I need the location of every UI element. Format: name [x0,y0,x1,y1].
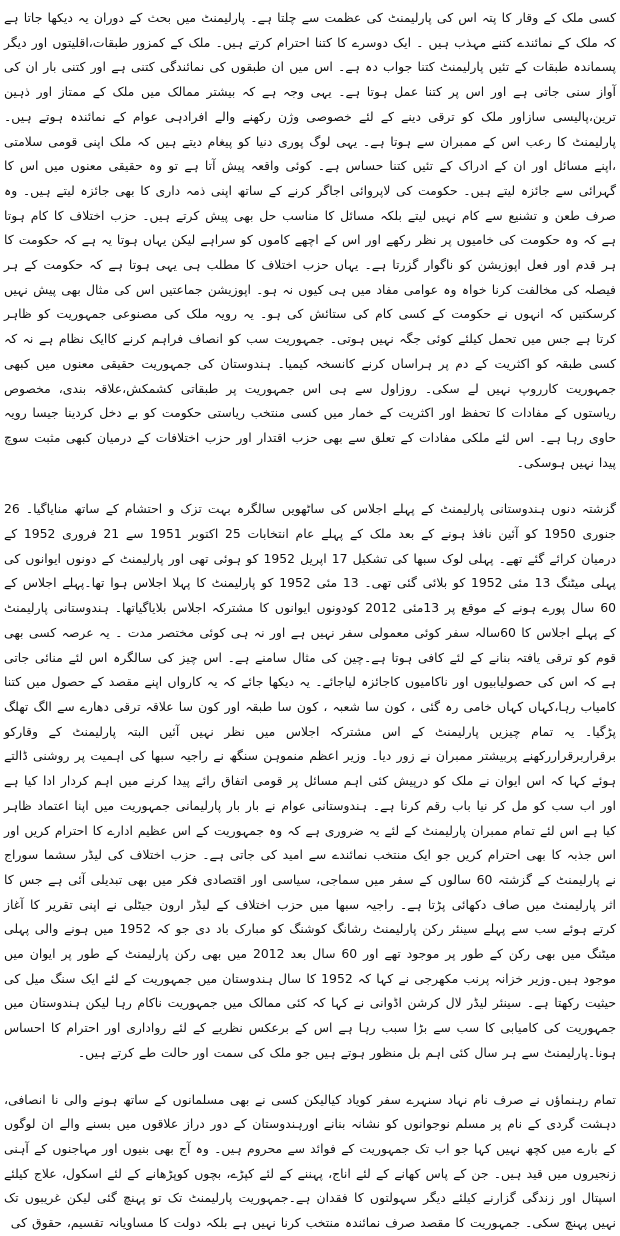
article-paragraph-2: گزشتہ دنوں ہندوستانی پارلیمنٹ کے پہلے اجلاس کی ساٹھویں سالگرہ بہت تزک و احتشام کے ساتھ منایاگیا۔ 26 جنوری 1950 کو آئین نافذ ہونے کے بعد ملک کے پہلے عام انتخابات 25 اکتوبر 1951 سے 21 فروری 1952 کے درمیان کرائے گئے تھے۔ پہلی لوک سبھا کی تشکیل 17 اپریل 1952 کو ہوئی تھی اور پارلیمنٹ کے دونوں ایوانوں کی پہلی میٹنگ 13 مئی 1952 کو بلائی گئی تھی۔ 13 مئی 1952 کو پارلیمنٹ کا پہلا اجلاس ہوا تھا۔پہلے اجلاس کے 60 سال پورے ہونے کے موقع پر 13مئی 2012 کودونوں ایوانوں کا مشترکہ اجلاس بلایاگیاتھا۔ ہندوستانی پارلیمنٹ کے پہلے اجلاس کا 60سالہ سفر کوئی معمولی سفر نہیں ہے اور نہ ہی کوئی مختصر مدت ۔ یہ عرصہ کسی بھی قوم کو ترقی یافتہ بنانے کے لئے کافی ہوتا ہے۔چین کی مثال سامنے ہے۔ اس چیز کی سالگرہ اس لئے منائی جاتی ہے کہ اس کی حصولیابیوں اور ناکامیوں کاجائزہ لیاجائے۔ یہ دیکھا جائے کہ یہ کارواں اپنے مقصد کے حصول میں کتنا کامیاب رہا،کہاں کہاں خامی رہ گئی ، کون سا شعبہ ، کون سا طبقہ اور کون سا علاقہ ترقی دھارے سے الگ تھلگ پڑگیا۔ یہ تمام چیزیں پارلیمنٹ کے اس مشترکہ اجلاس میں نظر نہیں آئیں البتہ پارلیمنٹ کے وقارکو برقراربرقراررکھنے پربیشتر ممبران نے زور دیا۔ وزیر اعظم منموہن سنگھ نے راجیہ سبھا کی اہمیت پر روشنی ڈالتے ہوئے کہا کہ اس ایوان نے ملک کو درپیش کئی اہم مسائل پر قومی اتفاق رائے پیدا کرنے میں اہم کردار ادا کیا ہے اور اب سب کو مل کر نیا باب رقم کرنا ہے۔ ہندوستانی عوام نے بار بار پارلیمانی جمہوریت میں اپنا اعتماد ظاہر کیا ہے اس لئے تمام ممبران پارلیمنٹ کے لئے یہ ضروری ہے کہ وہ جمہوریت کے اس عظیم ادارے کا احترام کریں اور اس جذبہ کا بھی احترام کریں جو ایک منتخب نمائندے سے امید کی جاتی ہے۔ حزب اختلاف کی لیڈر سشما سوراج نے پارلیمنٹ کے گزشتہ 60 سالوں کے سفر میں سماجی، سیاسی اور اقتصادی فکر میں بھی تبدیلی آئی ہے جس کا اثر پارلیمنٹ میں صاف دکھائی پڑتا ہے۔ راجیہ سبھا میں حزب اختلاف کے لیڈر ارون جیٹلی نے اپنی تقریر کا آغاز کرتے ہوئے سب سے پہلے سینئر رکن پارلیمنٹ رشانگ کوشنگ کو مبارک باد دی جو کہ 1952 میں ہونے والی پہلی میٹنگ میں بھی رکن کے طور پر موجود تھے اور 60 سال بعد 2012 میں بھی رکن پارلیمنٹ کے طور پر ایوان میں موجود ہیں۔وزیر خزانہ پرنب مکھرجی نے کہا کہ 1952 کا سال ہندوستان میں جمہوریت کے لئے ایک سنگ میل کی حیثیت رکھتا ہے۔ سینئر لیڈر لال کرشن اڈوانی نے کہا کہ کئی ممالک میں جمہوریت ناکام رہا لیکن ہندوستان میں جمہوریت کی کامیابی کا سب سے بڑا سبب رہا ہے اس کے برعکس نظریے کے لئے رواداری اور احترام کا احساس ہونا۔پارلیمنٹ سے ہر سال کئی اہم بل منظور ہوتے ہیں جو ملک کی سمت اور حالت طے کرتے ہیں۔ [4,501,617,1060]
article-paragraph-1: کسی ملک کے وقار کا پتہ اس کی پارلیمنٹ کی عظمت سے چلتا ہے۔ پارلیمنٹ میں بحث کے دوران یہ دیکھا جاتا ہے کہ ملک کے نمائندے کتنے مہذب ہیں ۔ ایک دوسرے کا کتنا احترام کرتے ہیں۔ ملک کے کمزور طبقات،اقلیتوں اور دیگر پسماندہ طبقات کے تئیں پارلیمنٹ کتنا جواب دہ ہے۔ اس میں ان طبقوں کی نمائندگی کتنی ہے اور کتنی بار ان کی آواز سنی جاتی ہے اور اس پر کتنا عمل ہوتا ہے۔ یہی وجہ ہے کہ بیشتر ممالک میں ملک کے ممتاز اور ذہین ترین،پالیسی سازاور ملک کو ترقی دینے کے لئے خصوصی وژن رکھنے والے افرادہی عوام کے نمائندہ ہوتے ہیں۔ پارلیمنٹ کا رعب اس کے ممبران سے ہوتا ہے۔ یہی لوگ پوری دنیا کو پیغام دیتے ہیں کہ ملک اپنی قومی سلامتی ،اپنے مسائل اور ان کے ادراک کے تئیں کتنا حساس ہے۔ کوئی واقعہ پیش آتا ہے تو وہ حقیقی معنوں میں اس کا گہرائی سے جائزہ لیتے ہیں۔ حکومت کی لاپروائی اجاگر کرنے کے ساتھ اپنی ذمہ داری کا بھی جائزہ لیتے ہیں۔ وہ صرف طعن و تشنیع سے کام نہیں لیتے بلکہ مسائل کا مناسب حل بھی پیش کرتے ہیں۔ حزب اختلاف کا کام ہوتا ہے کہ وہ حکومت کی خامیوں پر نظر رکھے اور اس کے اچھے کاموں کو سراہے لیکن یہاں ہوتا یہ ہے کہ حکومت کا ہر قدم اور فعل اپوزیشن کو ناگوار گزرتا ہے۔ یہاں حزب اختلاف کا مطلب ہی یہی ہوتا ہے کہ حکومت کے ہر فیصلہ کی مخالفت کرنا خواہ وہ عوامی مفاد میں ہی کیوں نہ ہو۔ اپوزیشن جماعتیں اس کی مثال بھی پیش نہیں کرسکتیں کہ انہوں نے حکومت کے کسی کام کی ستائش کی ہو۔ یہ رویہ ملک کی مصنوعی جمہوریت کو ظاہر کرتا ہے جس میں تحمل کیلئے کوئی جگہ نہیں ہوتی۔ جمہوریت سب کو انصاف فراہم کرنے کاایک نظام ہے نہ کہ کسی طبقہ کو اکثریت کے دم پر ہراساں کرنے کانسخہ کیمیا۔ ہندوستان کی جمہوریت حقیقی معنوں میں کبھی جمہوریت کارروپ نہیں لے سکی۔ روزاول سے ہی اس جمہوریت پر طبقاتی کشمکش،علاقہ بندی، مخصوص ریاستوں کے مفادات کا تحفظ اور اکثریت کے خمار میں کسی منتخب ریاستی حکومت کو بے دخل کردینا جیسا رویہ حاوی رہا ہے۔ اس لئے ملکی مفادات کے تعلق سے بھی حزب اقتدار اور حزب اختلافات کے درمیان کبھی مثبت سوچ پیدا نہیں ہوسکی۔ [4,10,616,470]
paragraph-spacer [4,475,616,497]
paragraph-spacer [4,1066,616,1088]
article-paragraph-3: تمام رہنماؤں نے صرف نام نہاد سنہرے سفر کویاد کیالیکن کسی نے بھی مسلمانوں کے ساتھ ہونے والی نا انصافی، دہشت گردی کے نام پر مسلم نوجوانوں کو نشانہ بنانے اورہندوستان کے دور دراز علاقوں میں بسنے والے ان لوگوں کے بارے میں کچھ نہیں کہا جو اب تک جمہوریت کے فوائد سے محروم ہیں۔ وہ آج بھی بنیوں اور مہاجنوں کے آہنی زنجیروں میں قید ہیں۔ جن کے پاس کھانے کے لئے اناج، پہننے کے لئے کپڑے، بچوں کوپڑھانے کے لئے اسکول، علاج کیلئے اسپتال اور زندگی گزارنے کیلئے دیگر سہولتوں کا فقدان ہے۔جمہوریت پارلیمنٹ تک تو پہنچ گئی لیکن غریبوں تک نہیں پہنچ سکی۔ جمہوریت کا مقصد صرف نمائندہ منتخب کرنا نہیں ہے بلکہ دولت کا مساویانہ تقسیم، حقوق کی [4,1091,616,1231]
